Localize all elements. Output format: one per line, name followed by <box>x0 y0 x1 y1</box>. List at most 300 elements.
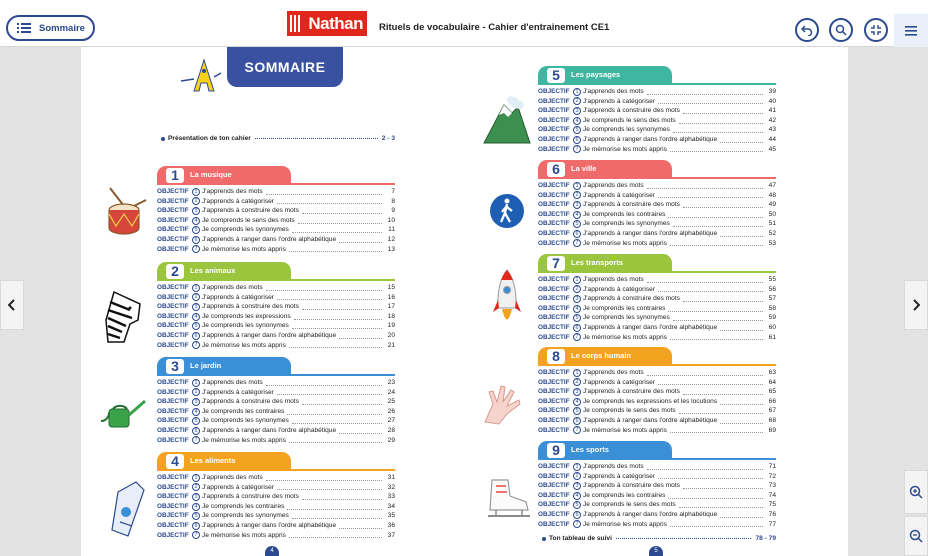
dot-leader <box>339 333 382 339</box>
objective-page: 66 <box>768 397 776 405</box>
objective-number: 4 <box>573 211 581 219</box>
objective-label: J'apprends des mots <box>583 88 644 95</box>
objectif-keyword: OBJECTIF <box>157 493 189 501</box>
dot-leader <box>255 138 378 139</box>
objective-row[interactable] <box>538 416 776 426</box>
objectif-keyword: OBJECTIF <box>538 482 570 490</box>
dot-leader <box>683 202 763 208</box>
objective-row[interactable] <box>538 210 776 220</box>
objective-row[interactable] <box>538 491 776 501</box>
dot-leader <box>683 389 763 395</box>
objective-number: 4 <box>192 217 200 225</box>
objective-row[interactable] <box>538 219 776 229</box>
objective-label: Je comprends les synonymes <box>583 314 670 322</box>
objective-page: 65 <box>768 388 776 396</box>
objectif-keyword: OBJECTIF <box>538 239 570 247</box>
objective-number: 7 <box>573 145 581 153</box>
unit-underline <box>538 83 776 85</box>
objective-number: 4 <box>192 313 200 321</box>
objectif-keyword: OBJECTIF <box>157 303 189 311</box>
objective-number: 1 <box>192 284 200 292</box>
objective-row[interactable] <box>538 106 776 116</box>
dot-leader <box>277 484 382 490</box>
objective-row[interactable] <box>157 216 395 226</box>
unit-underline <box>157 469 395 471</box>
objective-label: J'apprends à ranger dans l'ordre alphabétique <box>583 229 718 237</box>
dot-leader <box>683 296 763 302</box>
objective-row[interactable] <box>157 312 395 322</box>
objective-number: 6 <box>192 236 200 244</box>
objective-page: 32 <box>387 483 395 491</box>
objective-number: 3 <box>573 107 581 115</box>
objective-label: J'apprends à ranger dans l'ordre alphabétique <box>583 323 718 331</box>
objective-row[interactable] <box>157 473 395 483</box>
objectif-keyword: OBJECTIF <box>157 426 189 434</box>
objective-label: J'apprends des mots <box>583 276 644 283</box>
top-toolbar <box>0 0 928 47</box>
unit-title: Les paysages <box>571 70 621 79</box>
search-icon <box>835 24 847 36</box>
objective-page: 53 <box>768 239 776 247</box>
dot-leader <box>720 512 763 518</box>
objectif-keyword: OBJECTIF <box>538 276 570 283</box>
objective-number: 4 <box>573 117 581 125</box>
unit-header[interactable] <box>157 357 395 375</box>
objective-row[interactable] <box>538 323 776 333</box>
objective-row[interactable] <box>157 283 395 293</box>
objective-page: 11 <box>388 226 395 234</box>
sommaire-banner: SOMMAIRE <box>227 47 343 87</box>
unit-title: La ville <box>571 164 597 173</box>
sommaire-button[interactable] <box>6 15 95 41</box>
dot-leader <box>683 483 763 489</box>
dot-leader <box>277 294 382 300</box>
unit-title: Les transports <box>571 258 624 267</box>
dot-leader <box>658 192 763 198</box>
objectif-keyword: OBJECTIF <box>538 416 570 424</box>
objective-row[interactable] <box>157 426 395 436</box>
zoom-in-icon <box>909 485 923 499</box>
hand-icon <box>479 382 523 426</box>
objective-label: J'apprends à catégoriser <box>583 191 656 199</box>
unit-title: Le corps humain <box>571 351 632 360</box>
objective-row[interactable] <box>538 500 776 510</box>
hamburger-menu-icon <box>905 26 917 36</box>
objective-page: 77 <box>768 520 776 528</box>
objective-page: 43 <box>768 126 776 134</box>
unit-underline <box>157 183 395 185</box>
dot-leader <box>673 315 763 321</box>
objective-page: 26 <box>387 407 395 415</box>
objectif-keyword: OBJECTIF <box>538 491 570 499</box>
unit-title: Les sports <box>571 445 609 454</box>
dot-leader <box>339 428 382 434</box>
dot-leader <box>647 370 763 376</box>
objective-page: 27 <box>387 417 395 425</box>
previous-page-button[interactable] <box>0 280 24 330</box>
objective-row[interactable] <box>157 187 395 197</box>
objective-row[interactable] <box>538 116 776 126</box>
objective-page: 67 <box>768 407 776 415</box>
objective-row[interactable] <box>538 426 776 436</box>
objective-row[interactable] <box>538 87 776 97</box>
objectif-keyword: OBJECTIF <box>157 388 189 396</box>
objective-page: 60 <box>768 323 776 331</box>
unit-header[interactable] <box>538 66 776 84</box>
objective-row[interactable] <box>538 406 776 416</box>
suivi-row[interactable] <box>542 535 776 542</box>
fullscreen-icon <box>870 24 882 36</box>
objective-page: 34 <box>387 502 395 510</box>
objective-number: 1 <box>192 474 200 482</box>
objective-row[interactable] <box>538 135 776 145</box>
objective-row[interactable] <box>157 302 395 312</box>
objective-number: 1 <box>192 379 200 387</box>
objective-page: 55 <box>768 276 776 283</box>
objective-row[interactable] <box>157 197 395 207</box>
logo-stripes-icon <box>290 15 304 32</box>
objective-row[interactable] <box>157 235 395 245</box>
dot-leader <box>289 342 382 348</box>
objective-label: Je mémorise les mots appris <box>202 531 286 539</box>
unit-underline <box>538 271 776 273</box>
objective-label: Je comprends les contraires <box>583 304 666 312</box>
objective-page: 9 <box>391 207 395 215</box>
objectif-keyword: OBJECTIF <box>538 191 570 199</box>
objective-number: 7 <box>192 341 200 349</box>
dot-leader <box>658 98 763 104</box>
dot-leader <box>292 418 382 424</box>
objective-label: Je comprends les contraires <box>202 502 285 510</box>
objective-row[interactable] <box>157 502 395 512</box>
objective-number: 3 <box>573 201 581 209</box>
unit-number: 4 <box>166 454 184 469</box>
objectif-keyword: OBJECTIF <box>157 436 189 444</box>
unit-underline <box>157 374 395 376</box>
objective-row[interactable] <box>157 407 395 417</box>
zoom-in-button[interactable] <box>904 470 928 514</box>
unit-section <box>538 160 776 248</box>
bullet-dot <box>161 137 165 141</box>
dot-leader <box>647 464 763 470</box>
objective-row[interactable] <box>538 191 776 201</box>
suivi-pages: 78 - 79 <box>755 535 776 542</box>
objectif-keyword: OBJECTIF <box>538 378 570 386</box>
objective-label: Je comprends les expressions et les locutions <box>583 397 718 405</box>
objective-number: 3 <box>192 398 200 406</box>
objective-row[interactable] <box>538 397 776 407</box>
objective-row[interactable] <box>157 225 395 235</box>
objective-page: 48 <box>768 191 776 199</box>
objective-row[interactable] <box>157 397 395 407</box>
objective-number: 2 <box>573 472 581 480</box>
objective-row[interactable] <box>157 436 395 446</box>
objective-number: 5 <box>192 322 200 330</box>
objective-number: 2 <box>192 197 200 205</box>
objective-row[interactable] <box>157 511 395 521</box>
unit-number: 6 <box>547 162 565 177</box>
objective-number: 5 <box>573 126 581 134</box>
objective-page: 49 <box>768 201 776 209</box>
objective-label: Je comprends les expressions <box>202 312 291 320</box>
search-button[interactable] <box>829 18 853 42</box>
bullet-dot <box>542 537 546 541</box>
unit-section <box>157 452 395 540</box>
dot-leader <box>339 237 382 243</box>
dot-leader <box>616 538 752 539</box>
objective-page: 36 <box>387 521 395 529</box>
objective-label: Je mémorise les mots appris <box>583 239 667 247</box>
objective-row[interactable] <box>538 472 776 482</box>
dot-leader <box>670 521 763 527</box>
dot-leader <box>720 231 763 237</box>
dot-leader <box>339 523 382 529</box>
objective-page: 50 <box>768 210 776 218</box>
objective-label: Je mémorise les mots appris <box>583 333 667 341</box>
objective-row[interactable] <box>157 245 395 255</box>
objective-label: Je comprends les synonymes <box>202 226 289 234</box>
dot-leader <box>647 183 763 189</box>
objectif-keyword: OBJECTIF <box>538 97 570 105</box>
dot-leader <box>266 189 382 195</box>
objectif-keyword: OBJECTIF <box>157 512 189 520</box>
objectif-keyword: OBJECTIF <box>538 304 570 312</box>
objective-label: J'apprends à ranger dans l'ordre alphabétique <box>583 416 718 424</box>
objective-number: 7 <box>192 436 200 444</box>
objective-number: 6 <box>192 522 200 530</box>
objectif-keyword: OBJECTIF <box>538 388 570 396</box>
objective-list <box>538 275 776 342</box>
objective-page: 10 <box>387 216 395 224</box>
objective-row[interactable] <box>157 521 395 531</box>
objective-page: 23 <box>387 379 395 386</box>
objective-row[interactable] <box>157 483 395 493</box>
objective-page: 40 <box>768 97 776 105</box>
dot-leader <box>289 437 382 443</box>
objective-label: J'apprends à construire des mots <box>583 201 680 209</box>
objective-row[interactable] <box>538 285 776 295</box>
dot-leader <box>287 504 382 510</box>
objective-page: 33 <box>387 493 395 501</box>
objective-list <box>538 368 776 435</box>
objective-number: 4 <box>573 305 581 313</box>
objectif-keyword: OBJECTIF <box>538 314 570 322</box>
presentation-row[interactable] <box>161 135 395 142</box>
dot-leader <box>679 502 763 508</box>
objective-row[interactable] <box>538 520 776 530</box>
objective-row[interactable] <box>157 293 395 303</box>
dot-leader <box>266 285 382 291</box>
suivi-label: Ton tableau de suivi <box>549 535 612 542</box>
objective-label: J'apprends à ranger dans l'ordre alphabétique <box>202 426 337 434</box>
objective-number: 1 <box>573 182 581 190</box>
objectif-keyword: OBJECTIF <box>157 235 189 243</box>
objective-row[interactable] <box>538 275 776 285</box>
unit-title: La musique <box>190 170 232 179</box>
objective-page: 44 <box>768 135 776 143</box>
dot-leader <box>720 325 763 331</box>
objective-number: 6 <box>573 417 581 425</box>
objectif-keyword: OBJECTIF <box>538 407 570 415</box>
objective-number: 6 <box>192 427 200 435</box>
objective-number: 6 <box>573 230 581 238</box>
objective-row[interactable] <box>538 378 776 388</box>
unit-header[interactable] <box>157 262 395 280</box>
objectif-keyword: OBJECTIF <box>538 295 570 303</box>
objective-number: 1 <box>573 369 581 377</box>
objective-number: 4 <box>573 492 581 500</box>
mountain-icon <box>482 95 532 145</box>
objective-number: 2 <box>573 191 581 199</box>
unit-number: 9 <box>547 443 565 458</box>
objectif-keyword: OBJECTIF <box>538 116 570 124</box>
dot-leader <box>720 137 763 143</box>
objectif-keyword: OBJECTIF <box>157 483 189 491</box>
chevron-left-icon <box>8 299 16 311</box>
dot-leader <box>302 494 382 500</box>
objective-row[interactable] <box>538 510 776 520</box>
objective-label: Je mémorise les mots appris <box>202 245 286 253</box>
unit-number: 5 <box>547 68 565 83</box>
objective-number: 2 <box>192 388 200 396</box>
objectif-keyword: OBJECTIF <box>157 331 189 339</box>
objective-row[interactable] <box>157 341 395 351</box>
objective-row[interactable] <box>157 378 395 388</box>
objective-list <box>157 378 395 445</box>
objective-number: 4 <box>573 398 581 406</box>
objective-page: 15 <box>387 284 395 291</box>
undo-button[interactable] <box>795 18 819 42</box>
objective-row[interactable] <box>157 531 395 541</box>
objective-page: 75 <box>768 501 776 509</box>
dot-leader <box>277 198 382 204</box>
unit-header[interactable] <box>157 166 395 184</box>
zoom-out-button[interactable] <box>904 516 928 556</box>
objective-label: J'apprends à catégoriser <box>583 472 656 480</box>
objective-row[interactable] <box>538 97 776 107</box>
objective-page: 18 <box>387 312 395 320</box>
dot-leader <box>670 427 763 433</box>
unit-number: 7 <box>547 256 565 271</box>
objective-label: Je mémorise les mots appris <box>583 426 667 434</box>
objectif-keyword: OBJECTIF <box>538 333 570 341</box>
objectif-keyword: OBJECTIF <box>157 341 189 349</box>
objective-number: 3 <box>192 303 200 311</box>
objective-number: 1 <box>573 463 581 471</box>
unit-header[interactable] <box>538 347 776 365</box>
objectif-keyword: OBJECTIF <box>538 88 570 95</box>
unit-header[interactable] <box>538 254 776 272</box>
objective-label: Je comprends les contraires <box>583 210 666 218</box>
next-page-button[interactable] <box>904 280 928 330</box>
unit-underline <box>538 458 776 460</box>
objective-number: 3 <box>573 388 581 396</box>
objective-row[interactable] <box>538 239 776 249</box>
objective-row[interactable] <box>538 304 776 314</box>
fullscreen-button[interactable] <box>864 18 888 42</box>
objective-row[interactable] <box>538 181 776 191</box>
objective-label: Je mémorise les mots appris <box>583 145 667 153</box>
objective-number: 5 <box>192 512 200 520</box>
objective-label: Je mémorise les mots appris <box>202 341 286 349</box>
objective-row[interactable] <box>538 481 776 491</box>
objective-label: J'apprends des mots <box>202 188 263 195</box>
objective-row[interactable] <box>538 294 776 304</box>
unit-number: 2 <box>166 264 184 279</box>
objective-row[interactable] <box>538 333 776 343</box>
objective-list <box>157 187 395 254</box>
objective-label: J'apprends à construire des mots <box>202 303 299 311</box>
unit-section <box>157 357 395 445</box>
objective-list <box>157 473 395 540</box>
unit-section <box>538 441 776 529</box>
objective-number: 2 <box>573 285 581 293</box>
objective-row[interactable] <box>157 416 395 426</box>
objectif-keyword: OBJECTIF <box>157 293 189 301</box>
objectif-keyword: OBJECTIF <box>538 229 570 237</box>
dot-leader <box>670 240 763 246</box>
objective-row[interactable] <box>157 321 395 331</box>
objective-label: Je comprends les contraires <box>202 407 285 415</box>
objectif-keyword: OBJECTIF <box>538 520 570 528</box>
unit-underline <box>538 177 776 179</box>
menu-button[interactable] <box>894 14 928 47</box>
objectif-keyword: OBJECTIF <box>538 210 570 218</box>
dot-leader <box>720 418 763 424</box>
objective-label: Je comprends les contraires <box>583 491 666 499</box>
unit-title: Le jardin <box>190 361 222 370</box>
objective-page: 61 <box>768 333 776 341</box>
objective-label: J'apprends à ranger dans l'ordre alphabétique <box>202 521 337 529</box>
objective-row[interactable] <box>157 331 395 341</box>
unit-title: Les aliments <box>190 456 236 465</box>
dot-leader <box>277 389 382 395</box>
objective-page: 73 <box>768 482 776 490</box>
objective-label: J'apprends à construire des mots <box>202 398 299 406</box>
dot-leader <box>668 493 763 499</box>
objective-row[interactable] <box>157 492 395 502</box>
rocket-icon <box>492 268 522 330</box>
objective-label: J'apprends à ranger dans l'ordre alphabétique <box>202 235 337 243</box>
dot-leader <box>647 89 763 95</box>
objective-row[interactable] <box>538 200 776 210</box>
objective-label: Je mémorise les mots appris <box>583 520 667 528</box>
objectif-keyword: OBJECTIF <box>157 398 189 406</box>
objective-number: 6 <box>192 332 200 340</box>
objective-page: 51 <box>768 220 776 228</box>
objective-label: Je comprends les synonymes <box>202 512 289 520</box>
objective-page: 68 <box>768 416 776 424</box>
objective-number: 2 <box>192 483 200 491</box>
objective-page: 63 <box>768 369 776 376</box>
objective-row[interactable] <box>538 462 776 472</box>
unit-header[interactable] <box>157 452 395 470</box>
objective-row[interactable] <box>538 229 776 239</box>
objective-row[interactable] <box>538 313 776 323</box>
objective-label: J'apprends à ranger dans l'ordre alphabétique <box>583 135 718 143</box>
unit-header[interactable] <box>538 441 776 459</box>
objective-row[interactable] <box>157 388 395 398</box>
objective-row[interactable] <box>157 206 395 216</box>
objective-row[interactable] <box>538 125 776 135</box>
objective-row[interactable] <box>538 368 776 378</box>
objective-row[interactable] <box>538 145 776 155</box>
objective-page: 20 <box>387 331 395 339</box>
objective-row[interactable] <box>538 387 776 397</box>
objective-label: J'apprends à ranger dans l'ordre alphabétique <box>202 331 337 339</box>
milk-carton-icon <box>108 478 148 538</box>
unit-header[interactable] <box>538 160 776 178</box>
